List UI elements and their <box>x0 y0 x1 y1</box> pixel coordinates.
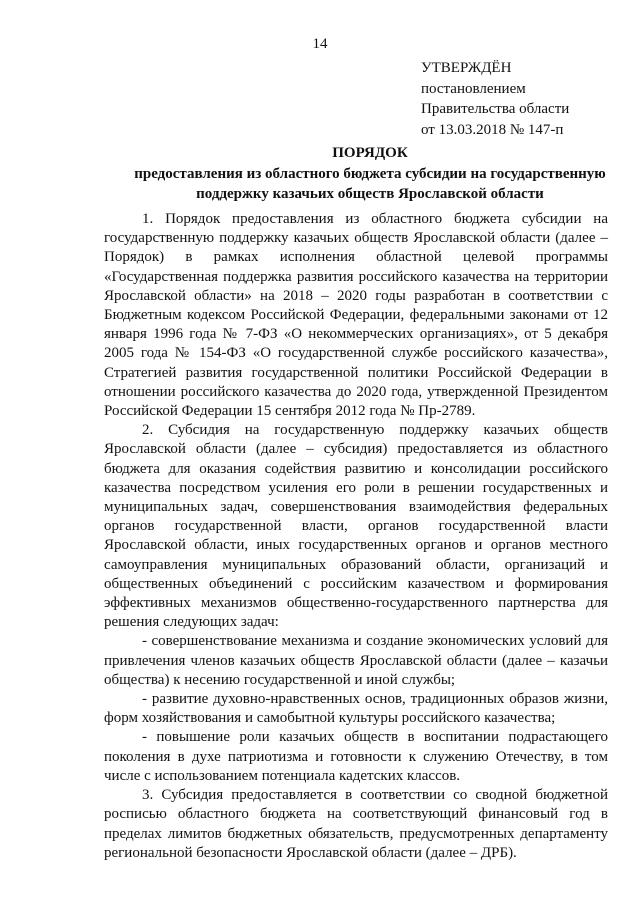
paragraph-1: 1. Порядок предоставления из областного бюджета субсидии на государственную поддержку казачьих обществ Ярославской области (далее – Порядок) в рамках исполнения областной целевой программы «Государственная поддержка развития российского казачества на территории Ярославской области» на 2018 – 2020 годы разработан в соответствии с Бюджетным кодексом Российской Федерации, федеральными законами от 12 января 1996 года № 7-ФЗ «О некоммерческих организациях», от 5 декабря 2005 года № 154-ФЗ «О государственной службе российского казачества», Стратегией развития государственной политики Российской Федерации в отношении российского казачества до 2020 года, утвержденной Президентом Российской Федерации 15 сентября 2012 года № Пр-2789. <box>104 211 608 420</box>
list-item: - повышение роли казачьих обществ в воспитании подрастающего поколения в духе патриотизма и готовности к служению Отечеству, в том числе с использованием потенциала кадетских классов. <box>104 729 608 784</box>
document-subtitle-line: поддержку казачьих обществ Ярославской области <box>196 186 544 202</box>
approval-line: постановлением <box>421 80 526 97</box>
approval-date-line: от 13.03.2018 № 147-п <box>421 121 564 138</box>
list-item: - совершенствование механизма и создание экономических условий для привлечения членов казачьих обществ Ярославской области (далее – казачьи общества) к несению государственной и иной службы; <box>104 633 608 688</box>
document-heading: ПОРЯДОК <box>332 145 408 161</box>
list-item: - развитие духовно-нравственных основ, традиционных образов жизни, форм хозяйствования и самобытной культуры российского казачества; <box>104 691 608 727</box>
document-title-block <box>100 143 640 205</box>
document-subtitle-line: предоставления из областного бюджета субсидии на государственную <box>134 165 606 182</box>
page-number: 14 <box>312 36 328 52</box>
approval-stamp <box>421 58 569 140</box>
approval-title: УТВЕРЖДЁН <box>421 60 512 76</box>
approval-line: Правительства области <box>421 101 570 117</box>
paragraph-2: 2. Субсидия на государственную поддержку казачьих обществ Ярославской области (далее – субсидия) предоставляется из областного бюджета для оказания содействия развитию и консолидации российского казачества посредством усиления его роли в решении государственных и муниципальных задач, совершенствования взаимодействия федеральных органов государственной власти, органов государственной власти Ярославской области, иных государственных органов и органов местного самоуправления муниципальных образований области, организаций и общественных объединений с российским казачеством и формирования эффективных механизмов общественно-государственного партнерства для решения следующих задач: <box>104 422 608 631</box>
paragraph-3: 3. Субсидия предоставляется в соответствии со сводной бюджетной росписью областного бюджета на соответствующий финансовый год в пределах лимитов бюджетных обязательств, предусмотренных департаменту региональной безопасности Ярославской области (далее – ДРБ). <box>104 787 608 861</box>
document-body <box>104 210 608 863</box>
